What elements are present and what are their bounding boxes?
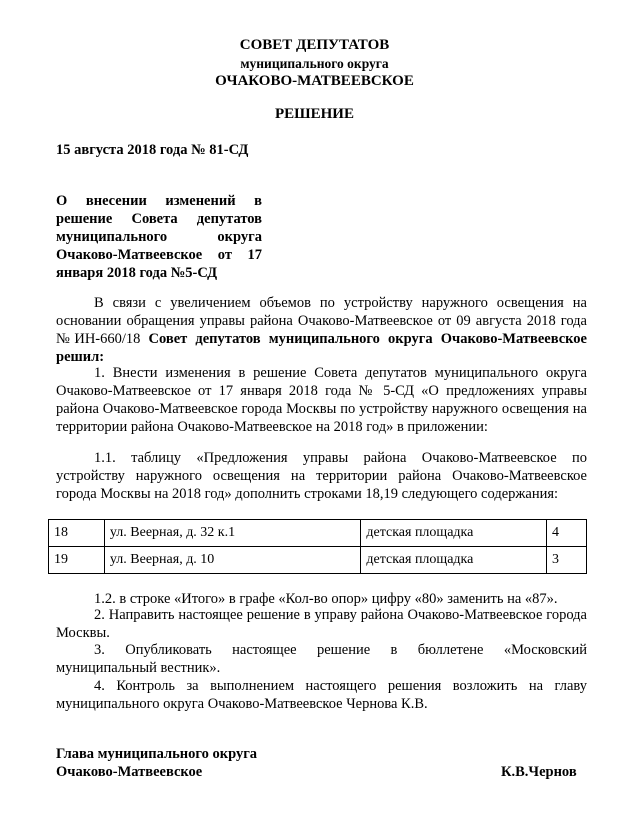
row-object: детская площадка [361, 547, 547, 574]
date-and-number: 15 августа 2018 года № 81-СД [56, 142, 249, 158]
district-name: ОЧАКОВО-МАТВЕЕВСКОЕ [215, 73, 414, 89]
decision-subject: О внесении изменений в решение Совета депутатов муниципального округа Очаково-Матвеевское от 17 января 2018 года №5-СД [56, 193, 262, 281]
row-count: 4 [547, 520, 587, 547]
row-number: 18 [49, 520, 105, 547]
intro-bold: Совет депутатов муниципального округа Очаково-Матвеевское решил: [56, 331, 587, 365]
row-number: 19 [49, 547, 105, 574]
intro-text: В связи с увеличением объемов по устройству наружного освещения на основании обращения управы района Очаково-Матвеевское от 09 августа 2018 года №ИН-660/18 [56, 295, 587, 347]
additions-table [48, 519, 587, 574]
item-2: 2. Направить настоящее решение в управу района Очаково-Матвеевское города Москвы. [56, 607, 587, 641]
item-3: 3. Опубликовать настоящее решение в бюллетене «Московский муниципальный вестник». [56, 642, 587, 676]
table-row [49, 547, 587, 574]
signature-title-line1: Глава муниципального округа [56, 746, 258, 762]
row-address: ул. Веерная, д. 10 [104, 547, 360, 574]
item-1: 1. Внести изменения в решение Совета депутатов муниципального округа Очаково-Матвеевское от 17 января 2018 года № 5-СД «О предложениях управы района Очаково-Матвеевское города Москвы по устройству наружного освещения на территории района Очаково-Матвеевское на 2018 год» в приложении: [56, 365, 587, 435]
row-count: 3 [547, 547, 587, 574]
item-4: 4. Контроль за выполнением настоящего решения возложить на главу муниципального округа Очаково-Матвеевское Чернова К.В. [56, 678, 587, 712]
intro-paragraph [56, 294, 587, 366]
signature-title-line2: Очаково-Матвеевское [56, 764, 203, 780]
item-1-1: 1.1. таблицу «Предложения управы района Очаково-Матвеевское по устройству наружного освещения на территории района Очаково-Матвеевское города Москвы на 2018 год» дополнить строками 18,19 следующего содержания: [56, 450, 587, 502]
document-type: РЕШЕНИЕ [275, 106, 354, 122]
council-title: СОВЕТ ДЕПУТАТОВ [239, 37, 390, 53]
item-1-2: 1.2. в строке «Итого» в графе «Кол-во опор» цифру «80» заменить на «87». [94, 591, 558, 607]
council-subtitle: муниципального округа [240, 56, 389, 71]
table-row [49, 520, 587, 547]
signatory-name: К.В.Чернов [501, 764, 577, 780]
row-address: ул. Веерная, д. 32 к.1 [104, 520, 360, 547]
row-object: детская площадка [361, 520, 547, 547]
